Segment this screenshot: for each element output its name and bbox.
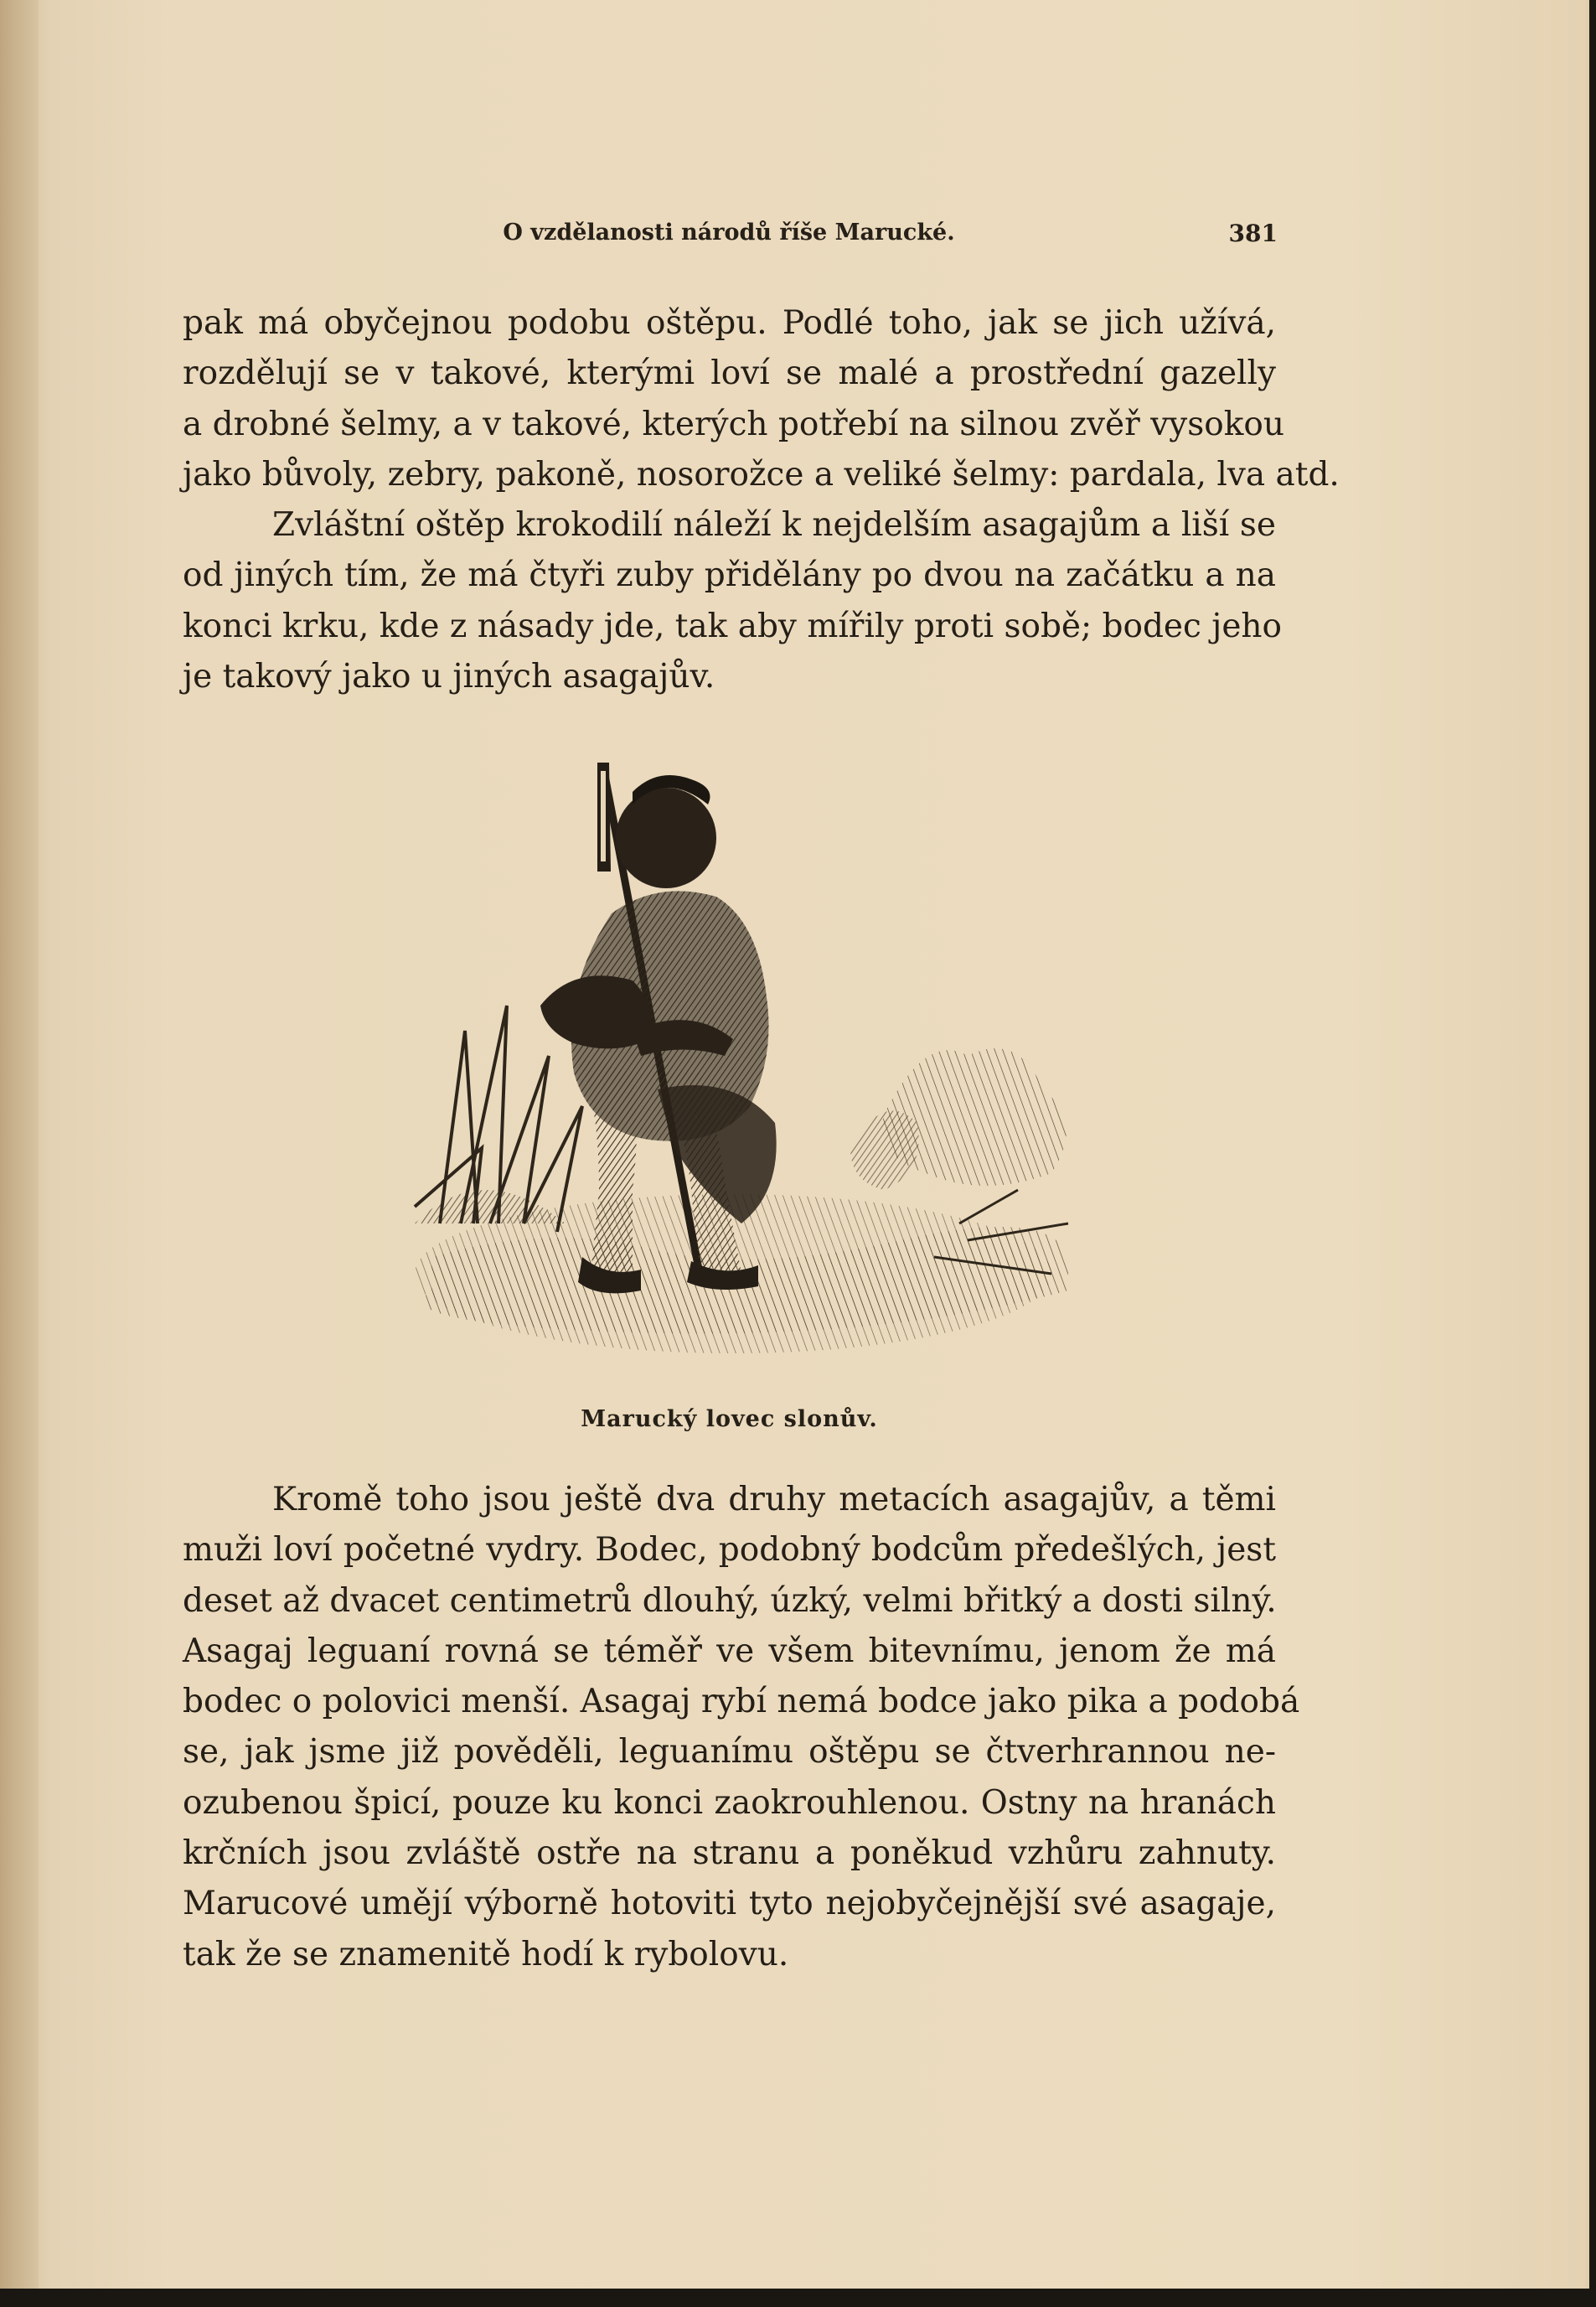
figure-caption: Marucký lovec slonův. (581, 1406, 878, 1432)
text-line: Kromě toho jsou ještě dva druhy metacích asagajův, a těmi (272, 1481, 1276, 1518)
text-line: krčních jsou zvláště ostře na stranu a poněkud vzhůru zahnuty. (183, 1834, 1276, 1873)
engraving-illustration (381, 754, 1102, 1391)
text-line: ozubenou špicí, pouze ku konci zaokrouhlenou. Ostny na hranách (183, 1783, 1276, 1822)
scan-edge-right (1589, 0, 1596, 2307)
text-block-bottom (183, 1475, 1300, 1980)
text-line: Zvláštní oštěp krokodilí náleží k nejdelším asagajům a liší se (272, 506, 1276, 545)
text-line: rozdělují se v takové, kterými loví se malé a prostřední gazelly (183, 354, 1276, 393)
text-line: Asagaj leguaní rovná se téměř ve všem bitevnímu, jenom že má (183, 1632, 1276, 1670)
running-header (180, 220, 1278, 253)
binding-gutter (0, 0, 39, 2307)
text-line: a drobné šelmy, a v takové, kterých potřebí na silnou zvěř vysokou (183, 405, 1284, 443)
text-line: deset až dvacet centimetrů dlouhý, úzký, velmi břitký a dosti silný. (183, 1581, 1277, 1620)
text-block-top (183, 298, 1340, 702)
scan-edge-bottom (0, 2289, 1596, 2307)
text-line: pak má obyčejnou podobu oštěpu. Podlé toho, jak se jich užívá, (183, 304, 1276, 342)
text-line: bodec o polovici menší. Asagaj rybí nemá bodce jako pika a podobá (183, 1683, 1300, 1721)
running-title: O vzdělanosti národů říše Marucké. (503, 220, 955, 246)
text-line: Marucové umějí výborně hotoviti tyto nejobyčejnější své asagaje, (183, 1885, 1276, 1923)
text-line: tak že se znamenitě hodí k rybolovu. (183, 1935, 789, 1973)
text-line: od jiných tím, že má čtyři zuby přidělány po dvou na začátku a na (183, 556, 1276, 595)
text-line: je takový jako u jiných asagajův. (183, 658, 715, 696)
text-line: muži loví početné vydry. Bodec, podobný bodcům předešlých, jest (183, 1531, 1276, 1570)
page-number: 381 (1228, 220, 1278, 247)
text-line: konci krku, kde z násady jde, tak aby mířily proti sobě; bodec jeho (183, 607, 1283, 645)
text-line: jako bůvoly, zebry, pakoně, nosorožce a veliké šelmy: pardala, lva atd. (183, 455, 1340, 494)
text-line: se, jak jsme již pověděli, leguanímu oštěpu se čtverhrannou ne- (183, 1733, 1276, 1772)
